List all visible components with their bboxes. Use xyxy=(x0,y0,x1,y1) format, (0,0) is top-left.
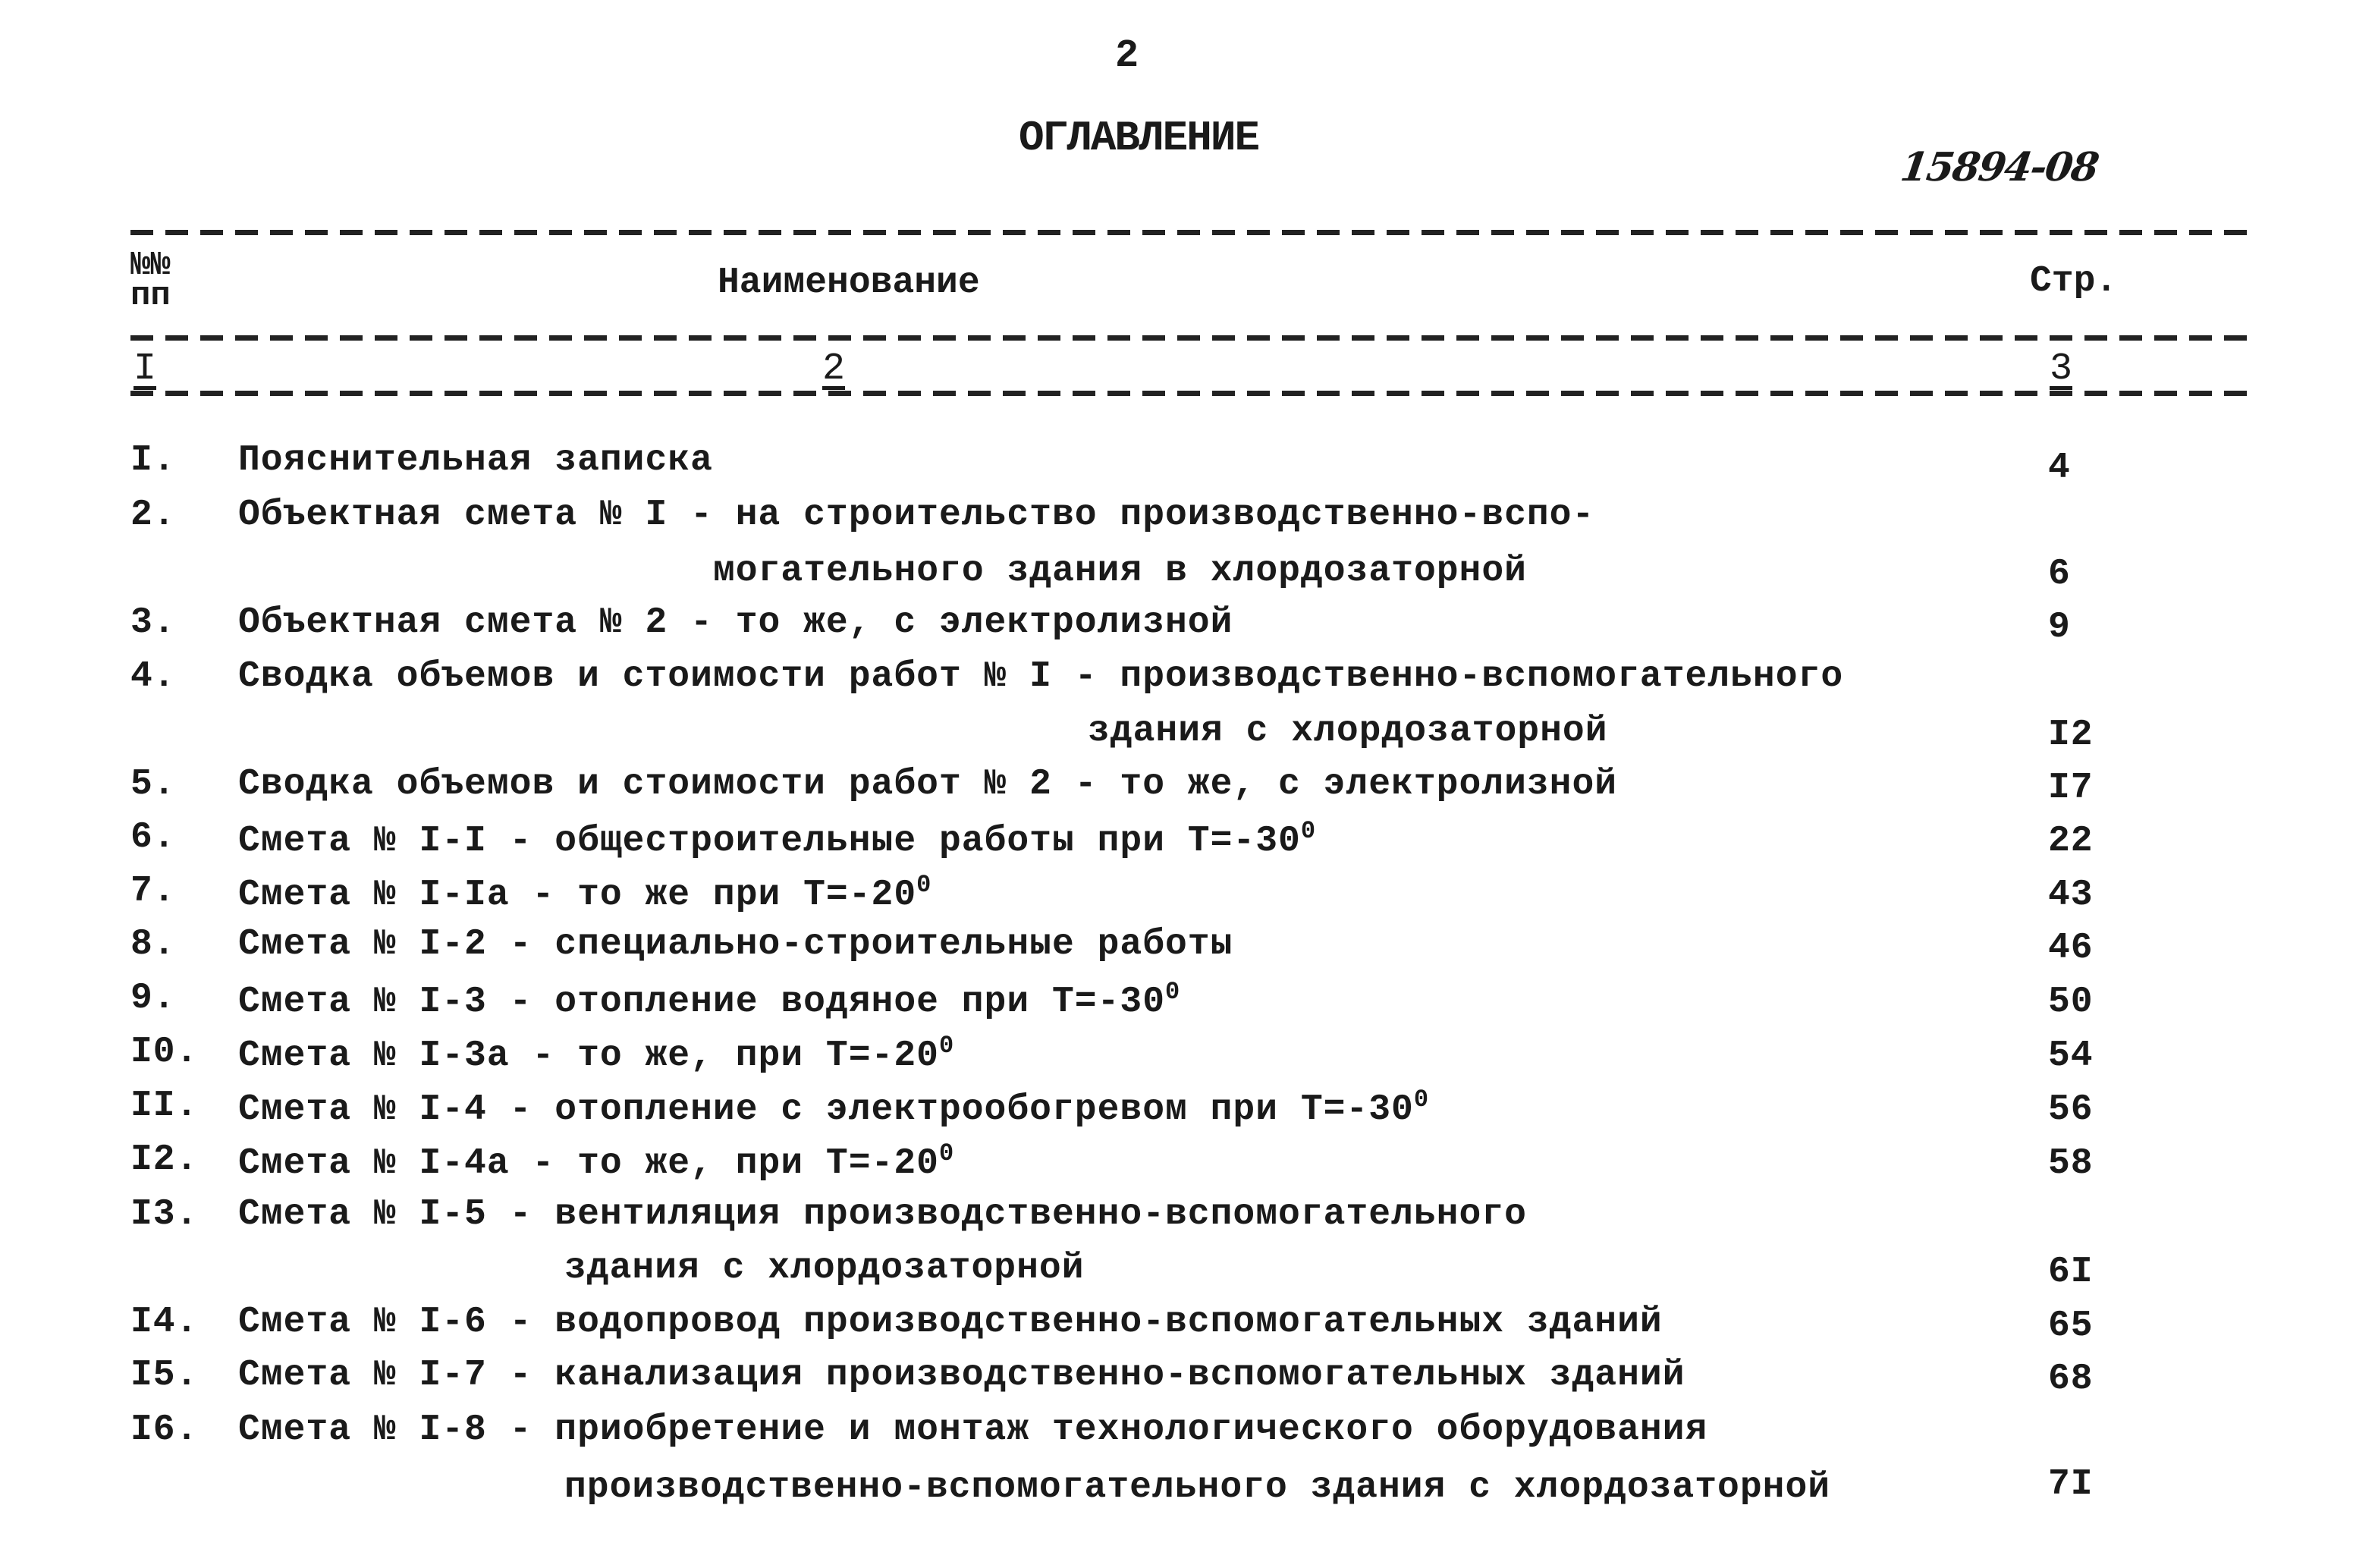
column-number-2: 2 xyxy=(822,347,846,391)
row-page: 6I xyxy=(2048,1252,2094,1293)
row-number: I4. xyxy=(130,1302,199,1343)
row-page: 58 xyxy=(2048,1143,2094,1184)
row-title: Смета № I-8 - приобретение и монтаж технологического оборудования xyxy=(238,1409,1708,1450)
row-title: Смета № I-I - общестроительные работы при $Т=-30^0$ xyxy=(238,817,1317,862)
row-number: I. xyxy=(130,440,176,481)
row-title-continuation: производственно-вспомогательного здания с хлордозаторной xyxy=(564,1467,1831,1508)
table-colnum-rule xyxy=(130,391,2257,396)
row-title: Смета № I-3а - то же, при $Т=-20^0$ xyxy=(238,1032,955,1076)
row-number: I3. xyxy=(130,1194,199,1235)
column-header-page: Стр. xyxy=(2030,261,2118,302)
row-number: 3. xyxy=(130,602,176,643)
row-title-continuation: могательного здания в хлордозаторной xyxy=(713,551,1527,592)
row-title: Смета № I-4а - то же, при $Т=-20^0$ xyxy=(238,1139,955,1184)
row-title: Сводка объемов и стоимости работ № I - производственно-вспомогательного xyxy=(238,656,1844,697)
row-number: 5. xyxy=(130,764,176,805)
row-number: 9. xyxy=(130,978,176,1019)
row-page: 68 xyxy=(2048,1359,2094,1400)
row-title: Пояснительная записка xyxy=(238,440,713,481)
row-title-continuation: здания с хлордозаторной xyxy=(564,1248,1085,1289)
row-title: Объектная смета № I - на строительство производственно-вспо- xyxy=(238,495,1595,536)
row-number: I0. xyxy=(130,1032,199,1073)
row-number: I2. xyxy=(130,1139,199,1180)
row-page: 56 xyxy=(2048,1089,2094,1130)
row-title: Смета № I-7 - канализация производственно-вспомогательных зданий xyxy=(238,1355,1685,1396)
row-number: 7. xyxy=(130,871,176,912)
row-number: II. xyxy=(130,1086,199,1127)
row-number: 6. xyxy=(130,817,176,858)
row-title: Смета № I-4 - отопление с электрообогревом при $Т=-30^0$ xyxy=(238,1086,1430,1130)
column-header-number: №№ пп xyxy=(130,247,171,315)
row-page: 9 xyxy=(2048,607,2071,648)
row-number: I5. xyxy=(130,1355,199,1396)
row-page: 50 xyxy=(2048,982,2094,1023)
row-number: 4. xyxy=(130,656,176,697)
row-title: Смета № I-3 - отопление водяное при $Т=-30^0$ xyxy=(238,978,1181,1023)
table-top-rule xyxy=(130,230,2257,235)
row-page: 22 xyxy=(2048,821,2094,862)
row-page: 7I xyxy=(2048,1464,2094,1505)
row-page: 6 xyxy=(2048,554,2071,595)
document-code: 15894-08 xyxy=(1897,144,2101,190)
column-header-name: Наименование xyxy=(718,262,980,303)
row-page: 46 xyxy=(2048,928,2094,969)
row-number: I6. xyxy=(130,1409,199,1450)
table-header-rule xyxy=(130,335,2257,341)
row-page: 4 xyxy=(2048,448,2071,489)
row-title: Смета № I-5 - вентиляция производственно-вспомогательного xyxy=(238,1194,1527,1235)
page-number: 2 xyxy=(1115,33,1139,78)
row-title: Смета № I-2 - специально-строительные работы xyxy=(238,924,1233,965)
row-number: 8. xyxy=(130,924,176,965)
row-title-continuation: здания с хлордозаторной xyxy=(1088,711,1608,752)
row-title: Объектная смета № 2 - то же, с электролизной xyxy=(238,602,1233,643)
row-page: 65 xyxy=(2048,1306,2094,1346)
row-title: Смета № I-Iа - то же при $Т=-20^0$ xyxy=(238,871,932,916)
row-title: Сводка объемов и стоимости работ № 2 - то же, с электролизной xyxy=(238,764,1618,805)
row-number: 2. xyxy=(130,495,176,536)
row-page: 43 xyxy=(2048,875,2094,916)
column-number-3: 3 xyxy=(2050,347,2073,391)
page-title: ОГЛАВЛЕНИЕ xyxy=(1019,114,1259,162)
row-page: I7 xyxy=(2048,768,2094,809)
row-page: I2 xyxy=(2048,715,2094,756)
row-title: Смета № I-6 - водопровод производственно-вспомогательных зданий xyxy=(238,1302,1663,1343)
column-number-1: I xyxy=(134,347,157,391)
row-page: 54 xyxy=(2048,1035,2094,1076)
